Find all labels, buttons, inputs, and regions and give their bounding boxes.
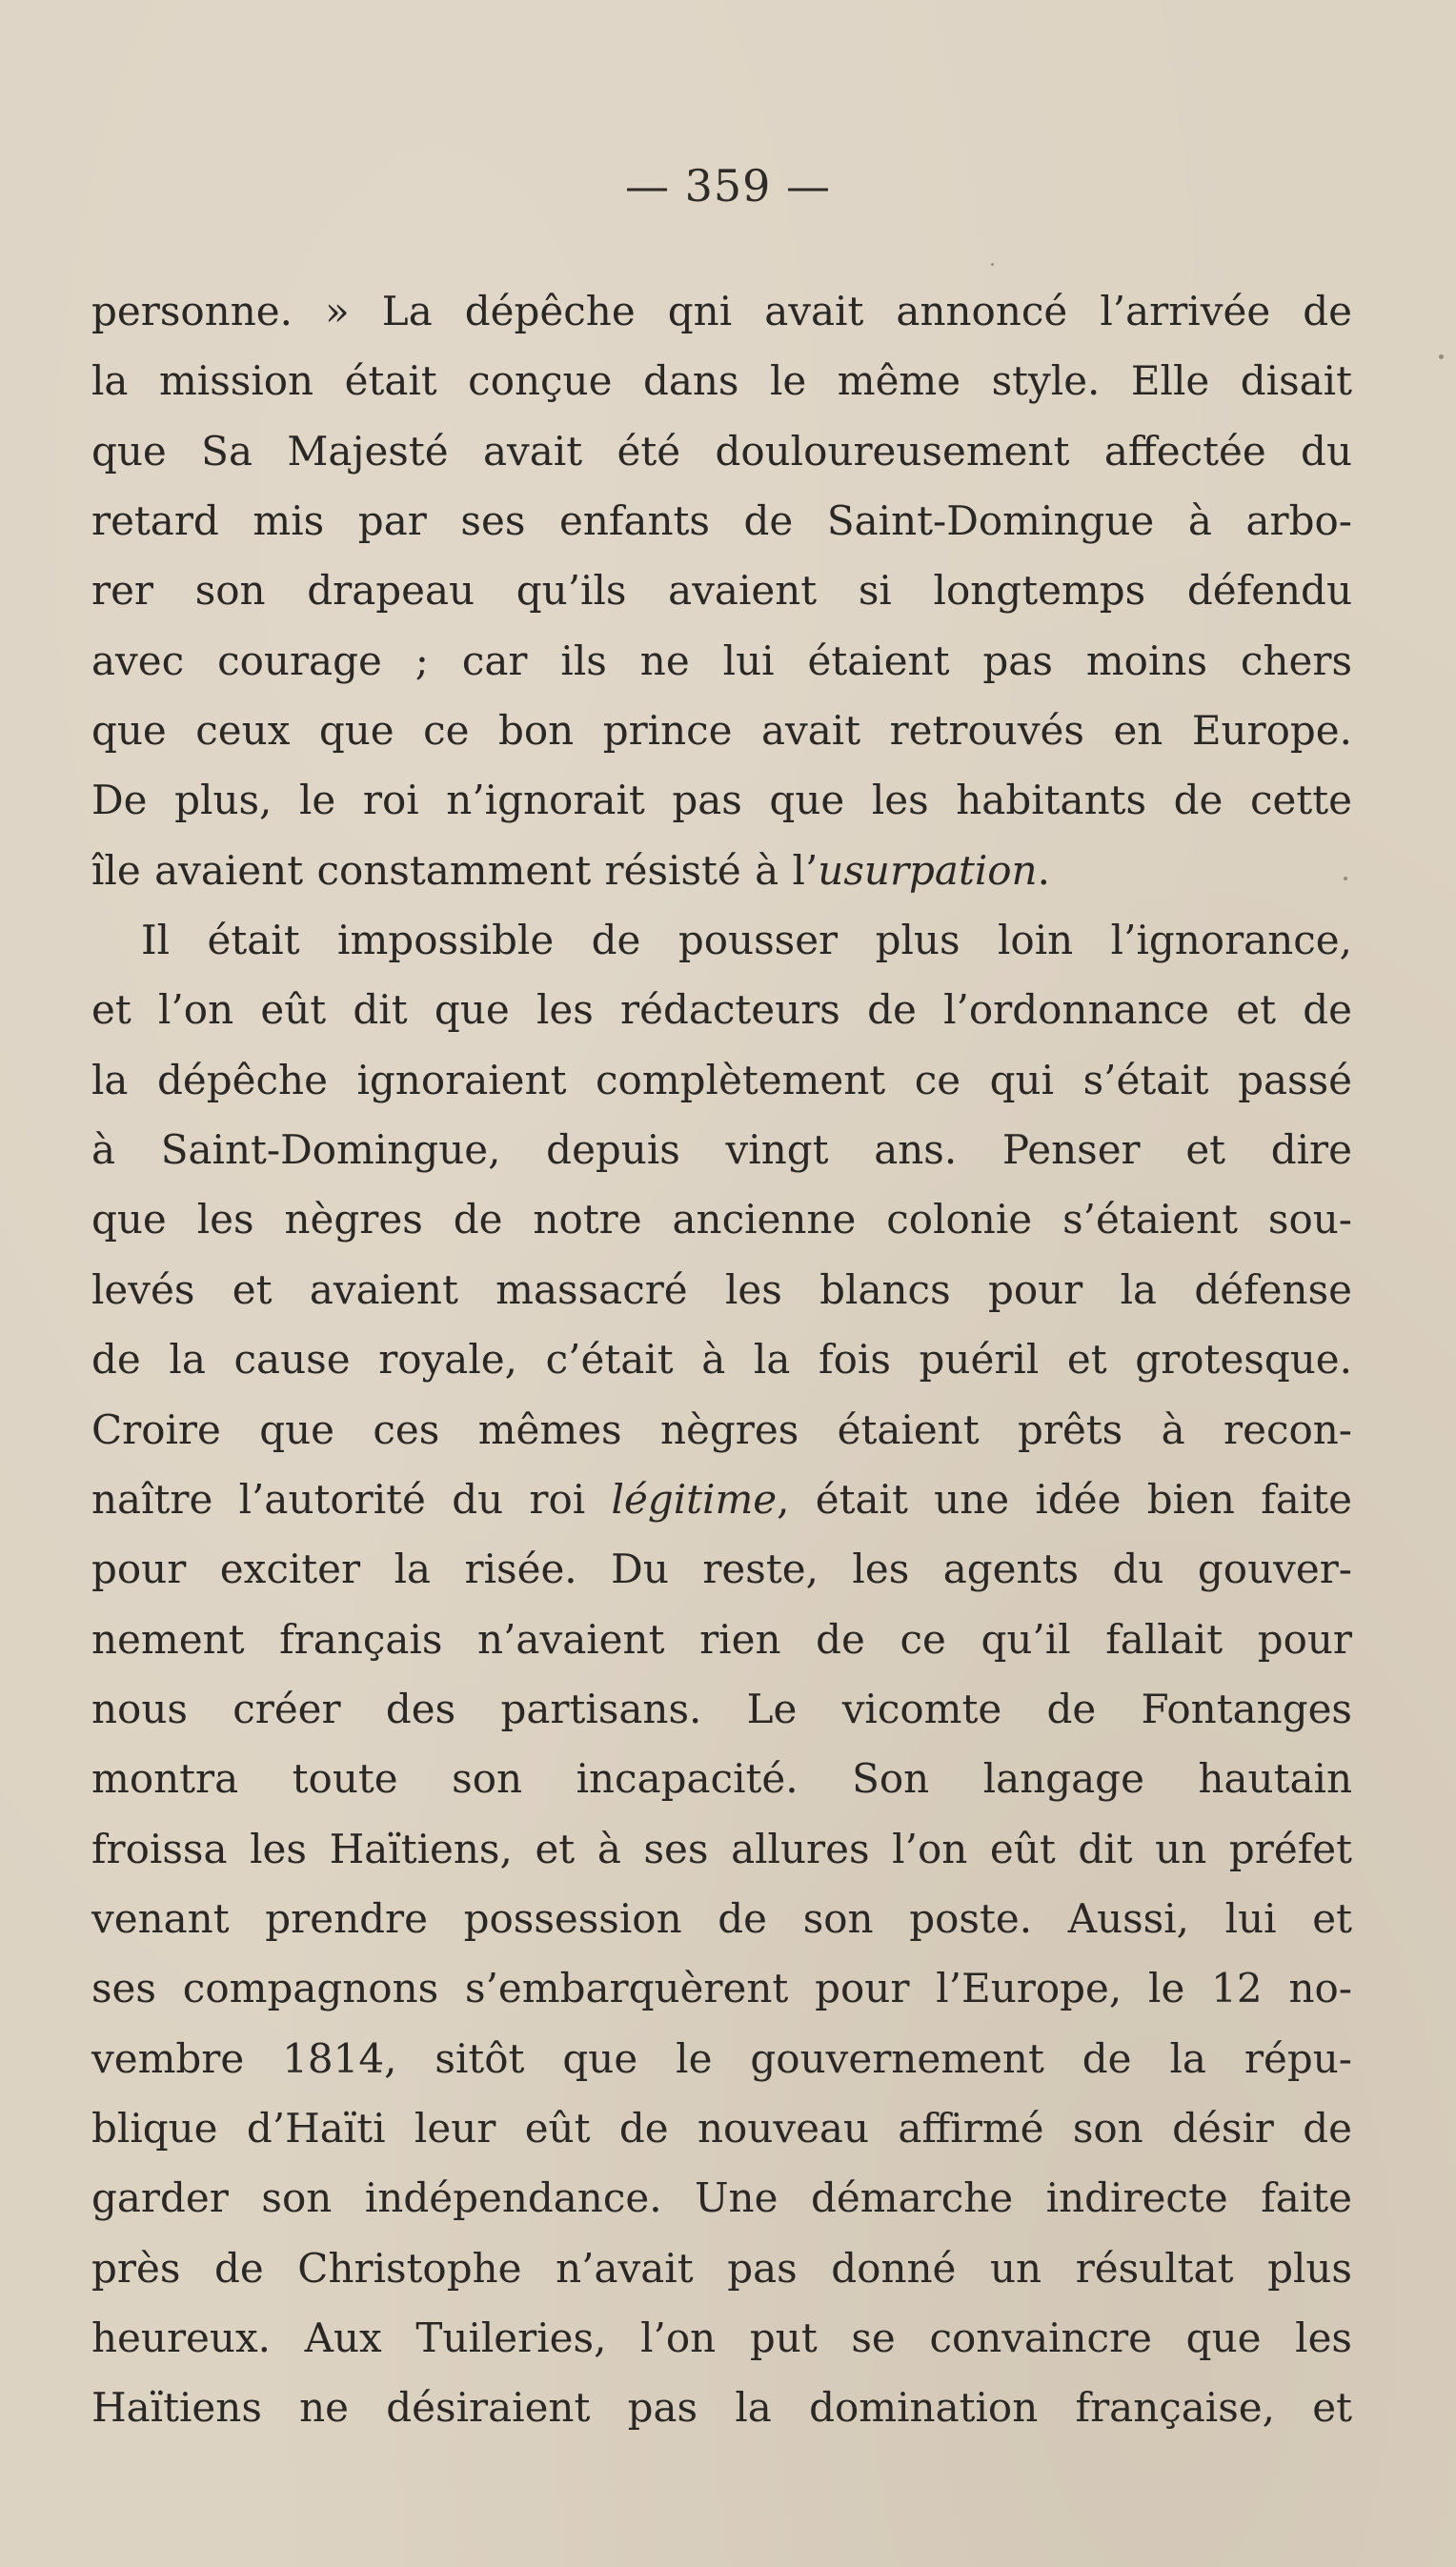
body-text bbox=[91, 276, 1352, 2443]
text-line: froissa les Haïtiens, et à ses allures l’on eût dit un préfet bbox=[91, 1825, 1352, 1872]
italic-term: usurpation bbox=[818, 846, 1038, 894]
text-line: venant prendre possession de son poste. Aussi, lui et bbox=[91, 1894, 1352, 1942]
text-line: montra toute son incapacité. Son langage hautain bbox=[91, 1755, 1352, 1803]
text-line: retard mis par ses enfants de Saint-Domingue à arbo- bbox=[91, 497, 1352, 545]
text-line: que les nègres de notre ancienne colonie s’étaient sou- bbox=[91, 1196, 1352, 1243]
text-line: et l’on eût dit que les rédacteurs de l’ordonnance et de bbox=[91, 986, 1352, 1034]
paragraph-2 bbox=[91, 905, 1352, 2443]
text-line: que Sa Majesté avait été douloureusement affectée du bbox=[91, 427, 1352, 475]
text-line: blique d’Haïti leur eût de nouveau affirmé son désir de bbox=[91, 2104, 1352, 2152]
text-line: nous créer des partisans. Le vicomte de Fontanges bbox=[91, 1685, 1352, 1732]
paper-speck bbox=[1344, 877, 1347, 880]
paper-speck bbox=[1439, 354, 1444, 359]
text-line bbox=[91, 836, 1352, 905]
text-line: la mission était conçue dans le même style. Elle disait bbox=[91, 357, 1352, 405]
text-line: personne. » La dépêche qni avait annoncé l’arrivée de bbox=[91, 288, 1352, 334]
text-line: Haïtiens ne désiraient pas la domination française, et bbox=[91, 2384, 1352, 2432]
text-run: île avaient constamment résisté à l’ bbox=[91, 846, 819, 894]
text-line: pour exciter la risée. Du reste, les agents du gouver- bbox=[91, 1546, 1352, 1593]
text-line bbox=[91, 1465, 1352, 1534]
text-line: que ceux que ce bon prince avait retrouvés en Europe. bbox=[91, 707, 1352, 755]
text-run: naître l’autorité du roi bbox=[91, 1475, 612, 1523]
paragraph-1 bbox=[91, 276, 1352, 905]
text-line: Croire que ces mêmes nègres étaient prêts à recon- bbox=[91, 1405, 1352, 1453]
text-line: la dépêche ignoraient complètement ce qui s’était passé bbox=[91, 1056, 1352, 1103]
text-line: Il était impossible de pousser plus loin l’ignorance, bbox=[141, 917, 1352, 964]
text-line: vembre 1814, sitôt que le gouvernement de la répu- bbox=[91, 2034, 1352, 2082]
text-line: rer son drapeau qu’ils avaient si longtemps défendu bbox=[91, 567, 1352, 615]
text-line: à Saint-Domingue, depuis vingt ans. Penser et dire bbox=[91, 1126, 1352, 1174]
text-line: garder son indépendance. Une démarche indirecte faite bbox=[91, 2174, 1352, 2222]
text-line: de la cause royale, c’était à la fois puéril et grotesque. bbox=[91, 1336, 1352, 1384]
text-line: ses compagnons s’embarquèrent pour l’Europe, le 12 no- bbox=[91, 1965, 1352, 2012]
paper-speck bbox=[991, 263, 994, 266]
text-run: , était une idée bien faite bbox=[777, 1475, 1353, 1523]
text-line: De plus, le roi n’ignorait pas que les habitants de cette bbox=[91, 777, 1352, 824]
text-line: levés et avaient massacré les blancs pour la défense bbox=[91, 1265, 1352, 1313]
text-run: . bbox=[1037, 846, 1050, 894]
italic-term: légitime bbox=[611, 1475, 778, 1523]
text-line: heureux. Aux Tuileries, l’on put se convaincre que les bbox=[91, 2314, 1352, 2361]
text-line: près de Christophe n’avait pas donné un résultat plus bbox=[91, 2244, 1352, 2292]
page-number: — 359 — bbox=[624, 160, 832, 212]
text-line: nement français n’avaient rien de ce qu’il fallait pour bbox=[91, 1615, 1352, 1663]
text-line: avec courage ; car ils ne lui étaient pas moins chers bbox=[91, 637, 1352, 684]
